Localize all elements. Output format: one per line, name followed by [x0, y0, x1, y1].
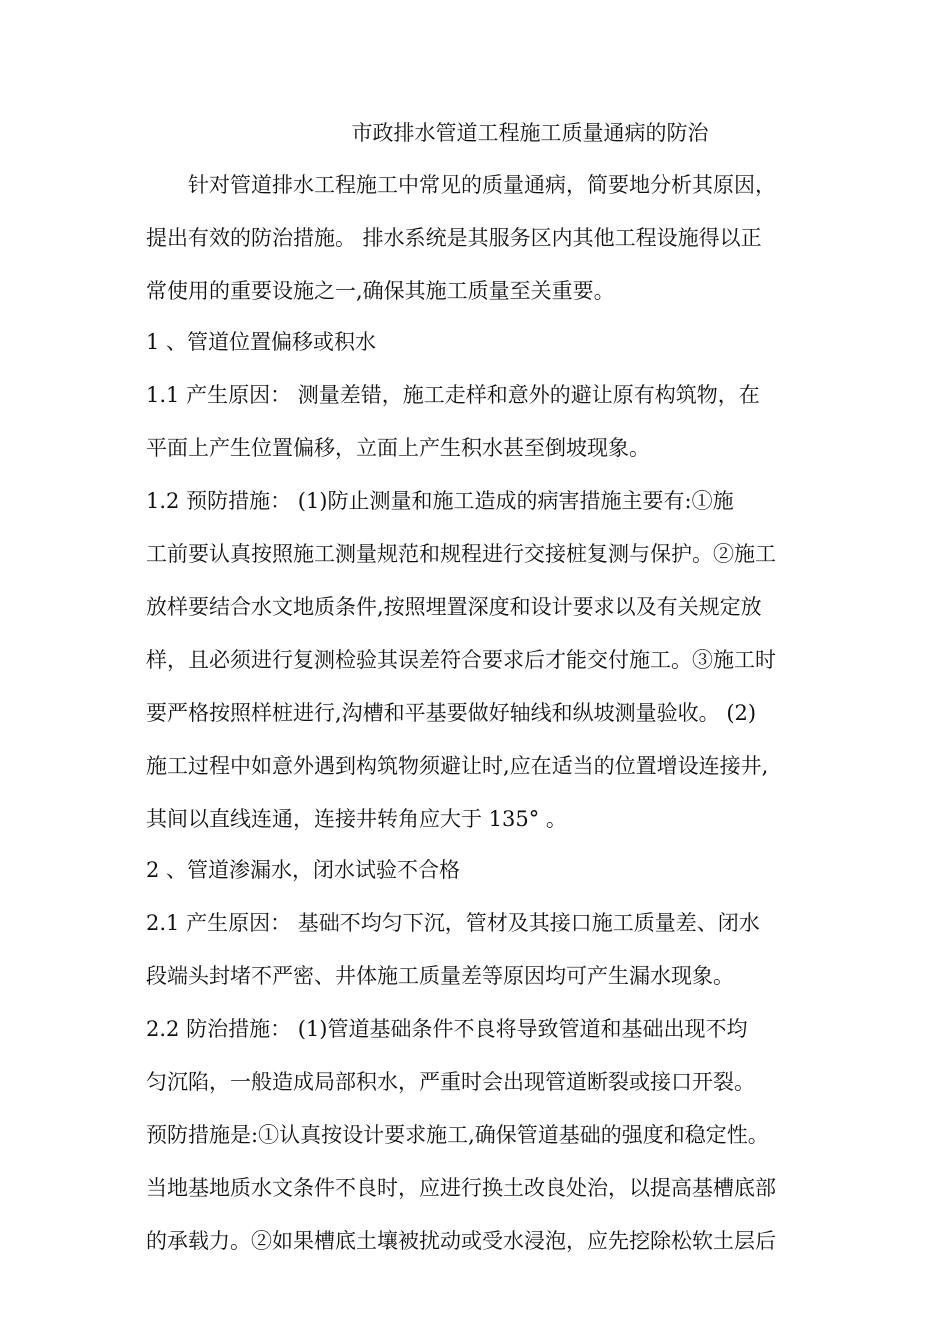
paragraph-line: 工前要认真按照施工测量规范和规程进行交接桩复测与保护。②施工	[146, 542, 776, 566]
document-title: 市政排水管道工程施工质量通病的防治	[351, 121, 709, 145]
paragraph-line: 针对管道排水工程施工中常见的质量通病，简要地分析其原因，	[188, 173, 776, 197]
paragraph-line: 1.1 产生原因： 测量差错，施工走样和意外的避让原有构筑物，在	[146, 383, 760, 407]
paragraph-line: 当地基地质水文条件不良时，应进行换土改良处治，以提高基槽底部	[146, 1176, 776, 1200]
paragraph-line: 匀沉陷，一般造成局部积水，严重时会出现管道断裂或接口开裂。	[146, 1070, 755, 1094]
paragraph-line: 施工过程中如意外遇到构筑物须避让时,应在适当的位置增设连接井,	[146, 754, 769, 778]
paragraph-line: 其间以直线连通，连接井转角应大于 135° 。	[146, 807, 567, 831]
paragraph-line: 1.2 预防措施： (1)防止测量和施工造成的病害措施主要有:①施	[146, 489, 734, 513]
paragraph-line: 段端头封堵不严密、井体施工质量差等原因均可产生漏水现象。	[146, 964, 734, 988]
paragraph-line: 要严格按照样桩进行,沟槽和平基要做好轴线和纵坡测量验收。 (2)	[146, 701, 757, 725]
paragraph-line: 样，且必须进行复测检验其误差符合要求后才能交付施工。③施工时	[146, 648, 776, 672]
paragraph-line: 2.1 产生原因： 基础不均匀下沉，管材及其接口施工质量差、闭水	[146, 911, 760, 935]
paragraph-line: 放样要结合水文地质条件,按照埋置深度和设计要求以及有关规定放	[146, 595, 762, 619]
section-heading: 2 、管道渗漏水，闭水试验不合格	[146, 858, 461, 882]
paragraph-line: 2.2 防治措施： (1)管道基础条件不良将导致管道和基础出现不均	[146, 1017, 748, 1041]
section-heading: 1 、管道位置偏移或积水	[146, 330, 377, 354]
paragraph-line: 提出有效的防治措施。 排水系统是其服务区内其他工程设施得以正	[146, 226, 762, 250]
paragraph-line: 常使用的重要设施之一,确保其施工质量至关重要。	[146, 279, 615, 303]
paragraph-line: 平面上产生位置偏移，立面上产生积水甚至倒坡现象。	[146, 436, 650, 460]
paragraph-line: 的承载力。②如果槽底土壤被扰动或受水浸泡，应先挖除松软土层后	[146, 1229, 776, 1253]
paragraph-line: 预防措施是:①认真按设计要求施工,确保管道基础的强度和稳定性。	[146, 1123, 769, 1147]
